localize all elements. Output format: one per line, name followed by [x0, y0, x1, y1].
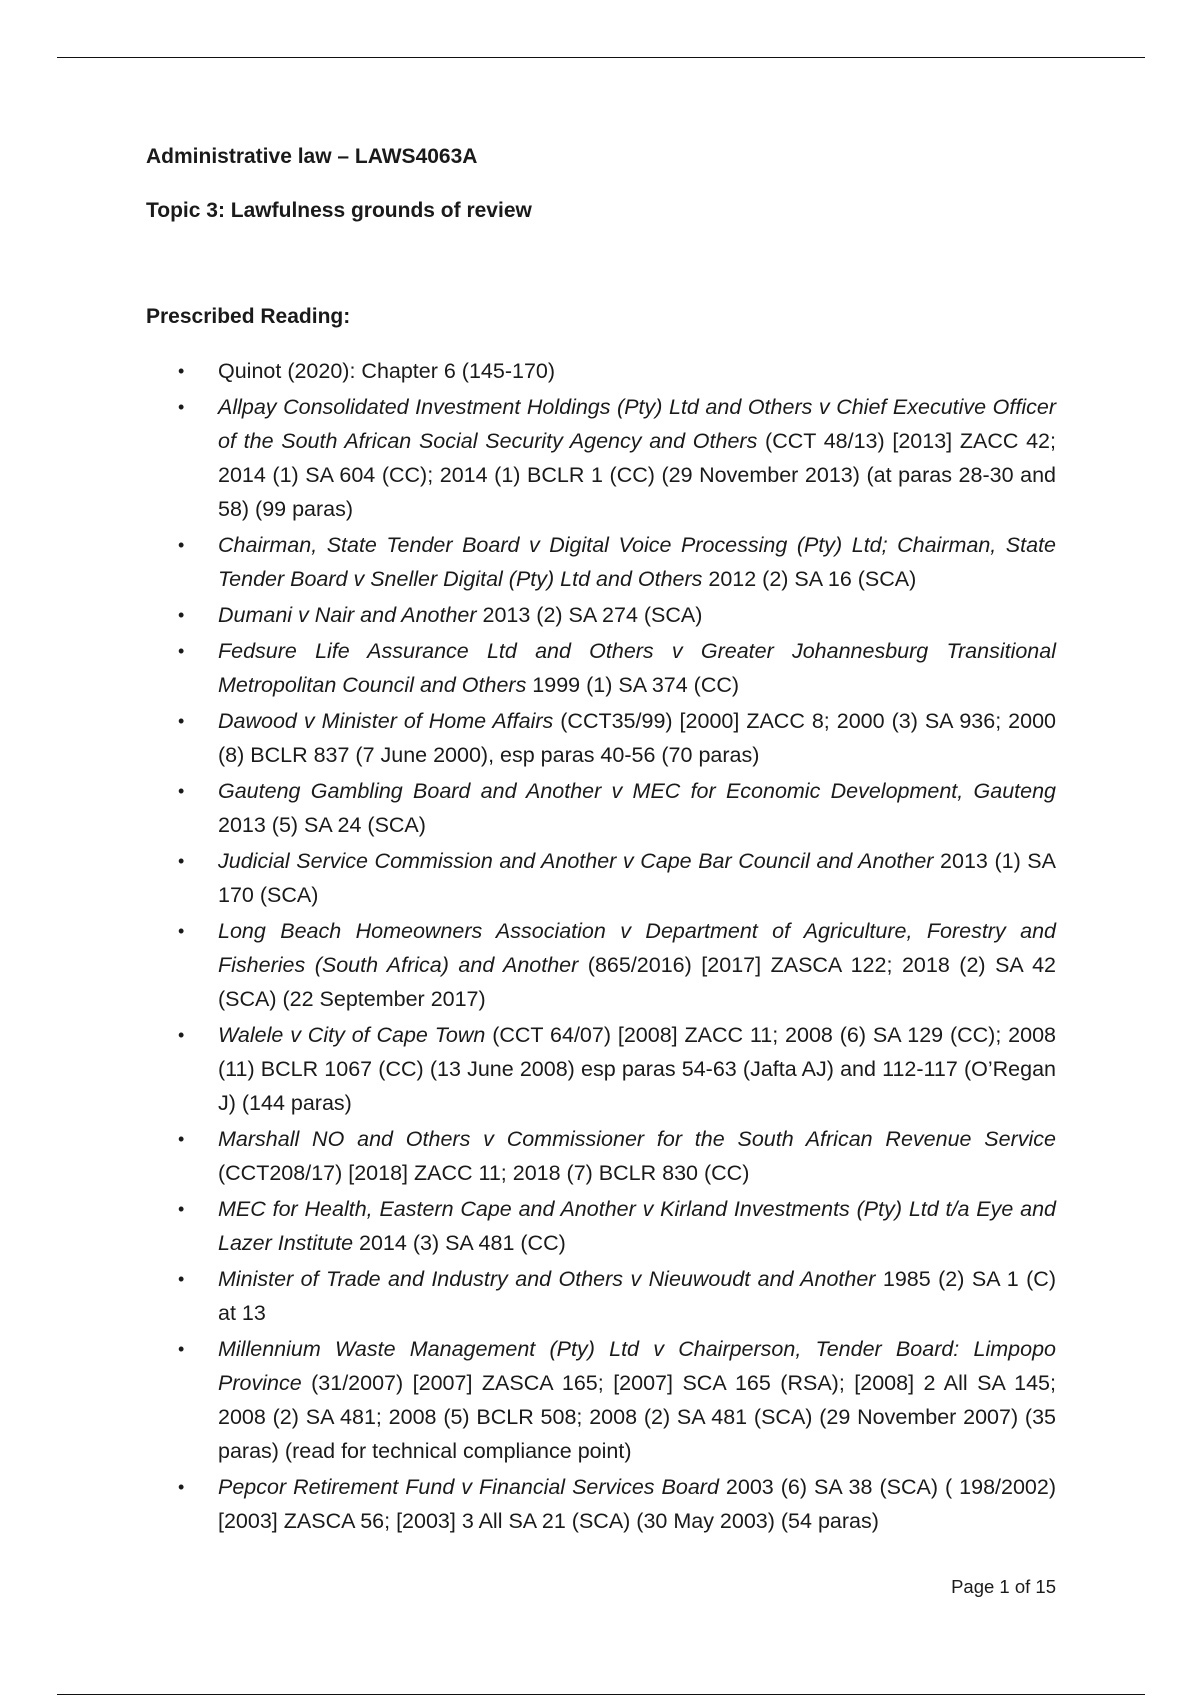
bullet-icon: • [178, 397, 185, 417]
case-name: MEC for Health, Eastern Cape and Another v Kirland Investments (Pty) Ltd t/a Eye and Lazer Institute [218, 1197, 1056, 1255]
bullet-icon: • [178, 1129, 185, 1149]
reading-item [146, 598, 1056, 632]
reading-item [146, 1122, 1056, 1190]
reading-item [146, 1262, 1056, 1330]
reading-item [146, 528, 1056, 596]
citation: (CCT 64/07) [2008] ZACC 11; 2008 (6) SA 129 (CC); 2008 (11) BCLR 1067 (CC) (13 June 2008) esp paras 54-63 (Jafta AJ) and 112-117 (O’Regan J) (144 paras) [218, 1023, 1057, 1115]
bottom-rule [57, 1694, 1145, 1695]
case-name: Long Beach Homeowners Association v Department of Agriculture, Forestry and Fisheries (South Africa) and Another [218, 919, 1056, 977]
case-name: Dawood v Minister of Home Affairs [218, 709, 554, 733]
bullet-icon: • [178, 535, 185, 555]
reading-item [146, 1332, 1056, 1468]
reading-item [146, 390, 1056, 526]
case-name: Walele v City of Cape Town [218, 1023, 486, 1047]
case-name: Judicial Service Commission and Another v Cape Bar Council and Another [218, 849, 934, 873]
bullet-icon: • [178, 1477, 185, 1497]
course-title: Administrative law – LAWS4063A [146, 145, 478, 168]
page-number: Page 1 of 15 [951, 1576, 1056, 1597]
case-name: Gauteng Gambling Board and Another v MEC for Economic Development, Gauteng [218, 779, 1056, 803]
top-rule [57, 57, 1145, 58]
bullet-icon: • [178, 1269, 185, 1289]
case-name: Fedsure Life Assurance Ltd and Others v Greater Johannesburg Transitional Metropolitan Council and Others [218, 639, 1056, 697]
bullet-icon: • [178, 1199, 185, 1219]
bullet-icon: • [178, 851, 185, 871]
case-name: Allpay Consolidated Investment Holdings (Pty) Ltd and Others v Chief Executive Officer of the South African Social Security Agency and Others [218, 395, 1056, 453]
bullet-icon: • [178, 605, 185, 625]
reading-item [146, 354, 1056, 388]
case-name: Pepcor Retirement Fund v Financial Services Board [218, 1475, 719, 1499]
document-page [146, 140, 1056, 1540]
case-name: Millennium Waste Management (Pty) Ltd v Chairperson, Tender Board: Limpopo Province [218, 1337, 1056, 1395]
reading-item [146, 844, 1056, 912]
bullet-icon: • [178, 711, 185, 731]
reading-item [146, 914, 1056, 1016]
reading-item [146, 1470, 1056, 1538]
citation: 2003 (6) SA 38 (SCA) ( 198/2002) [2003] ZASCA 56; [2003] 3 All SA 21 (SCA) (30 May 2003) (54 paras) [218, 1475, 1056, 1533]
citation: Quinot (2020): Chapter 6 (145-170) [218, 359, 556, 383]
bullet-icon: • [178, 781, 185, 801]
section-heading: Prescribed Reading: [146, 305, 351, 328]
reading-item [146, 634, 1056, 702]
bullet-icon: • [178, 641, 185, 661]
citation: 1999 (1) SA 374 (CC) [526, 673, 740, 697]
citation: (CCT 48/13) [2013] ZACC 42; 2014 (1) SA 604 (CC); 2014 (1) BCLR 1 (CC) (29 November 2013) (at paras 28-30 and 58) (99 paras) [218, 429, 1056, 521]
case-name: Dumani v Nair and Another [218, 603, 477, 627]
citation: 2014 (3) SA 481 (CC) [353, 1231, 566, 1255]
citation: 2013 (5) SA 24 (SCA) [218, 813, 426, 837]
case-name: Marshall NO and Others v Commissioner for the South African Revenue Service [218, 1127, 1056, 1151]
topic-title: Topic 3: Lawfulness grounds of review [146, 199, 532, 222]
citation: 2012 (2) SA 16 (SCA) [702, 567, 917, 591]
citation: (865/2016) [2017] ZASCA 122; 2018 (2) SA 42 (SCA) (22 September 2017) [218, 953, 1056, 1011]
case-name: Minister of Trade and Industry and Others v Nieuwoudt and Another [218, 1267, 876, 1291]
citation: 2013 (2) SA 274 (SCA) [476, 603, 703, 627]
reading-item [146, 1192, 1056, 1260]
citation: 1985 (2) SA 1 (C) at 13 [218, 1267, 1056, 1325]
bullet-icon: • [178, 1339, 185, 1359]
bullet-icon: • [178, 361, 185, 381]
reading-item [146, 704, 1056, 772]
reading-item [146, 1018, 1056, 1120]
bullet-icon: • [178, 921, 185, 941]
citation: 2013 (1) SA 170 (SCA) [218, 849, 1056, 907]
case-name: Chairman, State Tender Board v Digital Voice Processing (Pty) Ltd; Chairman, State Tender Board v Sneller Digital (Pty) Ltd and Others [218, 533, 1056, 591]
citation: (CCT35/99) [2000] ZACC 8; 2000 (3) SA 936; 2000 (8) BCLR 837 (7 June 2000), esp paras 40-56 (70 paras) [218, 709, 1056, 767]
citation: (31/2007) [2007] ZASCA 165; [2007] SCA 165 (RSA); [2008] 2 All SA 145; 2008 (2) SA 481; 2008 (5) BCLR 508; 2008 (2) SA 481 (SCA) (29 November 2007) (35 paras) (read for technical compliance point) [218, 1371, 1056, 1463]
bullet-icon: • [178, 1025, 185, 1045]
citation: (CCT208/17) [2018] ZACC 11; 2018 (7) BCLR 830 (CC) [218, 1161, 750, 1185]
reading-item [146, 774, 1056, 842]
reading-list [146, 354, 1056, 1538]
